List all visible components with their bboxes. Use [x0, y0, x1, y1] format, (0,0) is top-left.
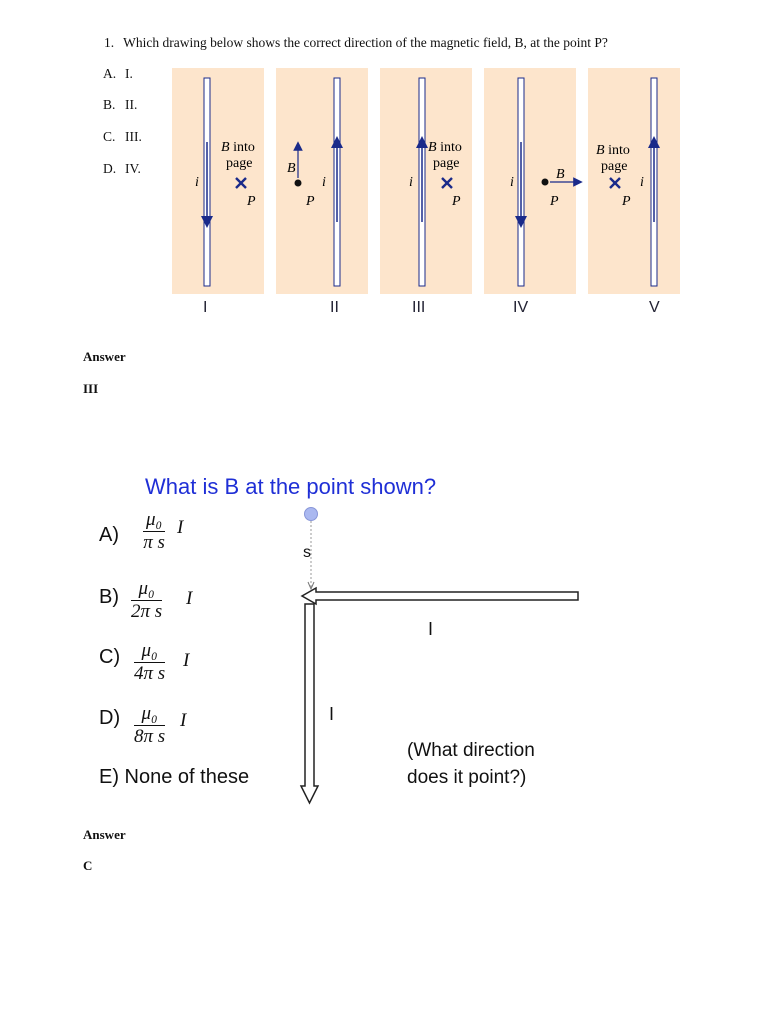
vertical-wire	[301, 604, 318, 803]
direction-note-line-2: does it point?)	[407, 767, 527, 788]
option-c-current: I	[183, 650, 190, 671]
svg-text:page: page	[601, 159, 628, 174]
svg-text:i: i	[195, 175, 199, 190]
option-a-fraction: $\frac{\text{μ₀}}{\text{π s}}$	[143, 509, 165, 553]
panel-label-2: II	[330, 299, 339, 316]
panel-label-1: I	[203, 299, 208, 316]
panel-label-5: V	[649, 299, 660, 316]
option-c-fraction: $\frac{\text{μ₀}}{\text{4π s}}$	[134, 640, 166, 684]
svg-text:i: i	[640, 175, 644, 190]
direction-note-line-1: (What direction	[407, 740, 535, 761]
svg-text:i: i	[510, 175, 514, 190]
answer-value-2: C	[83, 858, 93, 873]
svg-text:B: B	[556, 167, 565, 182]
panel-label-4: IV	[513, 299, 529, 316]
point-marker	[305, 508, 318, 521]
current-label-vertical: I	[329, 704, 335, 724]
svg-text:B into: B into	[428, 140, 462, 155]
choice-c: C. III.	[103, 129, 142, 144]
choice-d: D. IV.	[103, 161, 141, 176]
svg-text:P: P	[452, 194, 461, 209]
option-d-letter: D)	[99, 707, 121, 729]
option-a-current: I	[177, 517, 184, 538]
option-a-letter: A)	[99, 524, 119, 546]
choice-b: B. II.	[103, 97, 138, 112]
horizontal-wire	[302, 588, 578, 604]
svg-text:B into: B into	[596, 143, 630, 158]
choice-a: A. I.	[103, 66, 133, 81]
svg-text:P: P	[247, 194, 256, 209]
svg-text:i: i	[409, 175, 413, 190]
question-2-title: What is B at the point shown?	[145, 474, 437, 499]
svg-text:B: B	[287, 161, 296, 176]
option-b-fraction: $\frac{\text{μ₀}}{\text{2π s}}$	[131, 578, 163, 622]
answer-value-1: III	[83, 381, 99, 396]
question-text: Which drawing below shows the correct direction of the magnetic field, B, at the point P?	[123, 35, 608, 50]
distance-label: s	[303, 544, 311, 561]
option-d-current: I	[180, 710, 187, 731]
option-b-letter: B)	[99, 586, 119, 608]
svg-text:P: P	[306, 194, 315, 209]
panel-label-3: III	[412, 299, 426, 316]
svg-text:i: i	[322, 175, 326, 190]
current-label-horizontal: I	[428, 619, 434, 639]
answer-heading-1: Answer	[83, 349, 126, 364]
b-into-label-1: B into	[221, 140, 255, 155]
svg-text:P: P	[622, 194, 631, 209]
svg-text:page: page	[226, 156, 253, 171]
question-number: 1.	[104, 35, 115, 50]
option-b-current: I	[186, 588, 193, 609]
option-e: E) None of these	[99, 766, 250, 788]
option-d-fraction: $\frac{\text{μ₀}}{\text{8π s}}$	[134, 703, 166, 747]
answer-heading-2: Answer	[83, 827, 126, 842]
option-c-letter: C)	[99, 646, 121, 668]
svg-text:page: page	[433, 156, 460, 171]
svg-text:P: P	[550, 194, 559, 209]
